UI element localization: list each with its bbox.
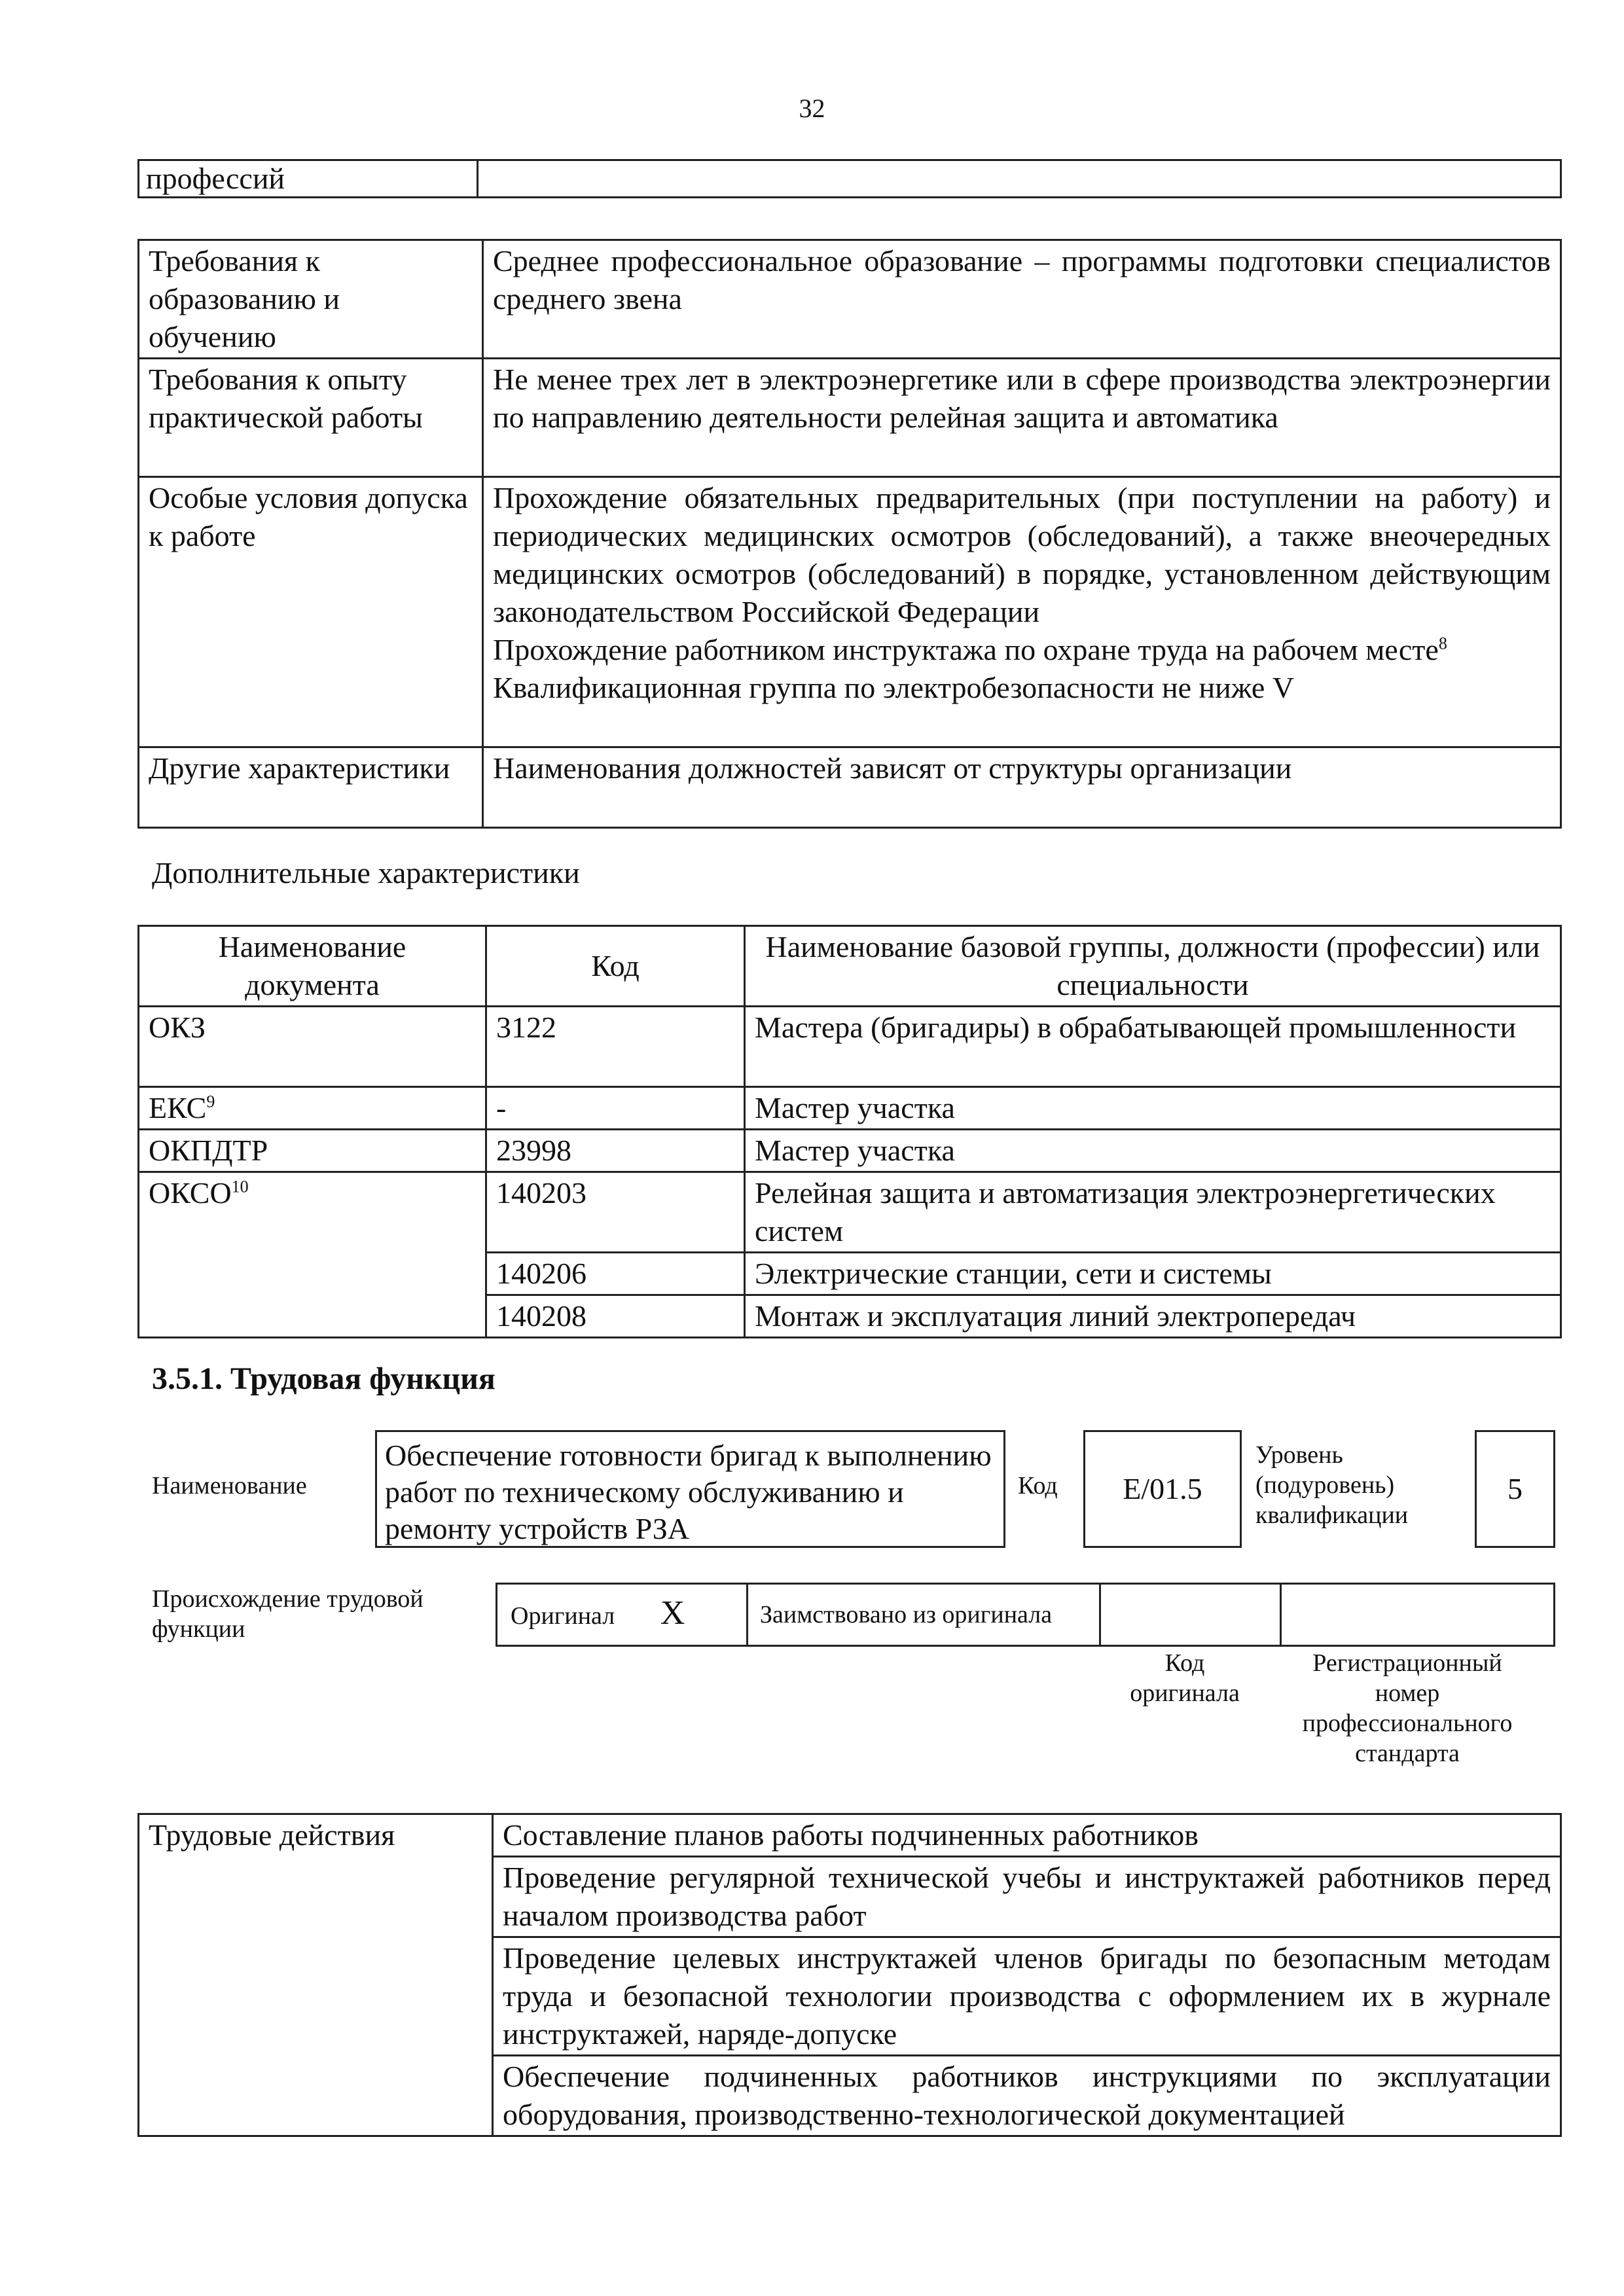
labor-actions-label: Трудовые действия — [139, 1814, 493, 2136]
labor-action-item: Обеспечение подчиненных работников инструкциями по эксплуатации оборудования, производственно-технологической документацией — [493, 2056, 1561, 2136]
function-code-value: E/01.5 — [1123, 1472, 1202, 1505]
page-number: 32 — [799, 94, 825, 123]
doc-name: ОКЗ — [149, 1011, 206, 1044]
table-row — [139, 1007, 1561, 1087]
footnote-ref: 10 — [231, 1177, 249, 1196]
function-name-label: Наименование — [152, 1472, 307, 1499]
labor-action-item: Проведение регулярной технической учебы и инструктажей работников перед началом производства работ — [493, 1857, 1561, 1937]
section-heading: 3.5.1. Трудовая функция — [152, 1361, 496, 1396]
name-cell: Монтаж и эксплуатация линий электропередач — [745, 1295, 1561, 1338]
other-label: Другие характеристики — [139, 747, 483, 828]
function-name-box — [375, 1430, 1005, 1548]
additional-table — [137, 925, 1562, 1338]
registration-number-cell — [1281, 1584, 1555, 1646]
name-cell: Мастера (бригадиры) в обрабатывающей промышленности — [745, 1007, 1561, 1087]
doc-cell — [139, 1087, 486, 1130]
footnote-ref: 8 — [1438, 634, 1447, 653]
table-row — [139, 1172, 1561, 1253]
code-cell: 3122 — [486, 1007, 745, 1087]
name-cell: Мастер участка — [745, 1130, 1561, 1172]
labor-action-item: Составление планов работы подчиненных работников — [493, 1814, 1561, 1857]
doc-name: ЕКС — [149, 1091, 207, 1124]
name-cell: Релейная защита и автоматизация электроэнергетических систем — [745, 1172, 1561, 1253]
table-row — [139, 240, 1561, 359]
code-cell: 140208 — [486, 1295, 745, 1338]
labor-action-item: Проведение целевых инструктажей членов бригады по безопасным методам труда и безопасной технологии производства с оформлением их в журнале инструктажей, наряде-допуске — [493, 1937, 1561, 2056]
code-cell: 23998 — [486, 1130, 745, 1172]
special-value-3: Квалификационная группа по электробезопасности не ниже V — [493, 671, 1295, 704]
table-row — [139, 747, 1561, 828]
special-value — [483, 477, 1561, 747]
code-cell: - — [486, 1087, 745, 1130]
borrowed-cell: Заимствовано из оригинала — [748, 1584, 1100, 1646]
top-fragment-table — [137, 159, 1562, 198]
requirements-table — [137, 239, 1562, 829]
code-cell: 140203 — [486, 1172, 745, 1253]
special-label: Особые условия допуска к работе — [139, 477, 483, 747]
function-code-label: Код — [1018, 1472, 1058, 1499]
code-cell: 140206 — [486, 1253, 745, 1295]
code-caption: Код оригинала — [1130, 1649, 1240, 1707]
function-code-box — [1083, 1430, 1242, 1548]
original-label: Оригинал — [511, 1602, 615, 1630]
table-row — [139, 359, 1561, 477]
table-row — [139, 1130, 1561, 1172]
registration-caption: Регистрационный номер профессионального стандарта — [1302, 1649, 1513, 1767]
original-cell — [497, 1584, 748, 1646]
original-mark: X — [660, 1594, 685, 1632]
origin-table — [496, 1583, 1555, 1647]
function-level-box — [1475, 1430, 1555, 1548]
name-cell: Мастер участка — [745, 1087, 1561, 1130]
other-value: Наименования должностей зависят от структуры организации — [483, 747, 1561, 828]
footnote-ref: 9 — [206, 1092, 215, 1111]
special-value-2 — [493, 631, 1551, 669]
table-row — [139, 926, 1561, 1007]
education-label: Требования к образованию и обучению — [139, 240, 483, 359]
fragment-value — [478, 160, 1561, 198]
table-row — [139, 477, 1561, 747]
doc-name: ОКСО — [149, 1176, 232, 1210]
experience-label: Требования к опыту практической работы — [139, 359, 483, 477]
function-level-label: Уровень (подуровень) квалификации — [1255, 1441, 1409, 1529]
table-row — [139, 160, 1561, 198]
additional-title: Дополнительные характеристики — [152, 856, 580, 889]
header-document: Наименование документа — [139, 926, 486, 1007]
special-value-1: Прохождение обязательных предварительных (при поступлении на работу) и периодических медицинских осмотров (обследований), а также внеочередных медицинских осмотров (обследований) в порядке, установленном действующим законодательством Российской Федерации — [493, 481, 1551, 628]
doc-cell — [139, 1130, 486, 1172]
doc-cell — [139, 1007, 486, 1087]
education-value: Среднее профессиональное образование – программы подготовки специалистов среднего звена — [483, 240, 1561, 359]
original-code-cell — [1100, 1584, 1281, 1646]
doc-name: ОКПДТР — [149, 1134, 268, 1167]
table-row — [139, 1087, 1561, 1130]
experience-value: Не менее трех лет в электроэнергетике или в сфере производства электроэнергии по направлению деятельности релейная защита и автоматика — [483, 359, 1561, 477]
origin-label: Происхождение трудовой функции — [152, 1585, 424, 1643]
table-row — [497, 1584, 1555, 1646]
table-row — [139, 1814, 1561, 1857]
header-code: Код — [486, 926, 745, 1007]
header-name: Наименование базовой группы, должности (профессии) или специальности — [745, 926, 1561, 1007]
special-value-2-text: Прохождение работником инструктажа по охране труда на рабочем месте — [493, 633, 1439, 666]
fragment-label: профессий — [139, 160, 478, 198]
function-level-value: 5 — [1507, 1472, 1523, 1505]
doc-cell — [139, 1172, 486, 1338]
name-cell: Электрические станции, сети и системы — [745, 1253, 1561, 1295]
function-name-value: Обеспечение готовности бригад к выполнению работ по техническому обслуживанию и ремонту устройств РЗА — [385, 1439, 992, 1545]
labor-actions-table — [137, 1813, 1562, 2137]
